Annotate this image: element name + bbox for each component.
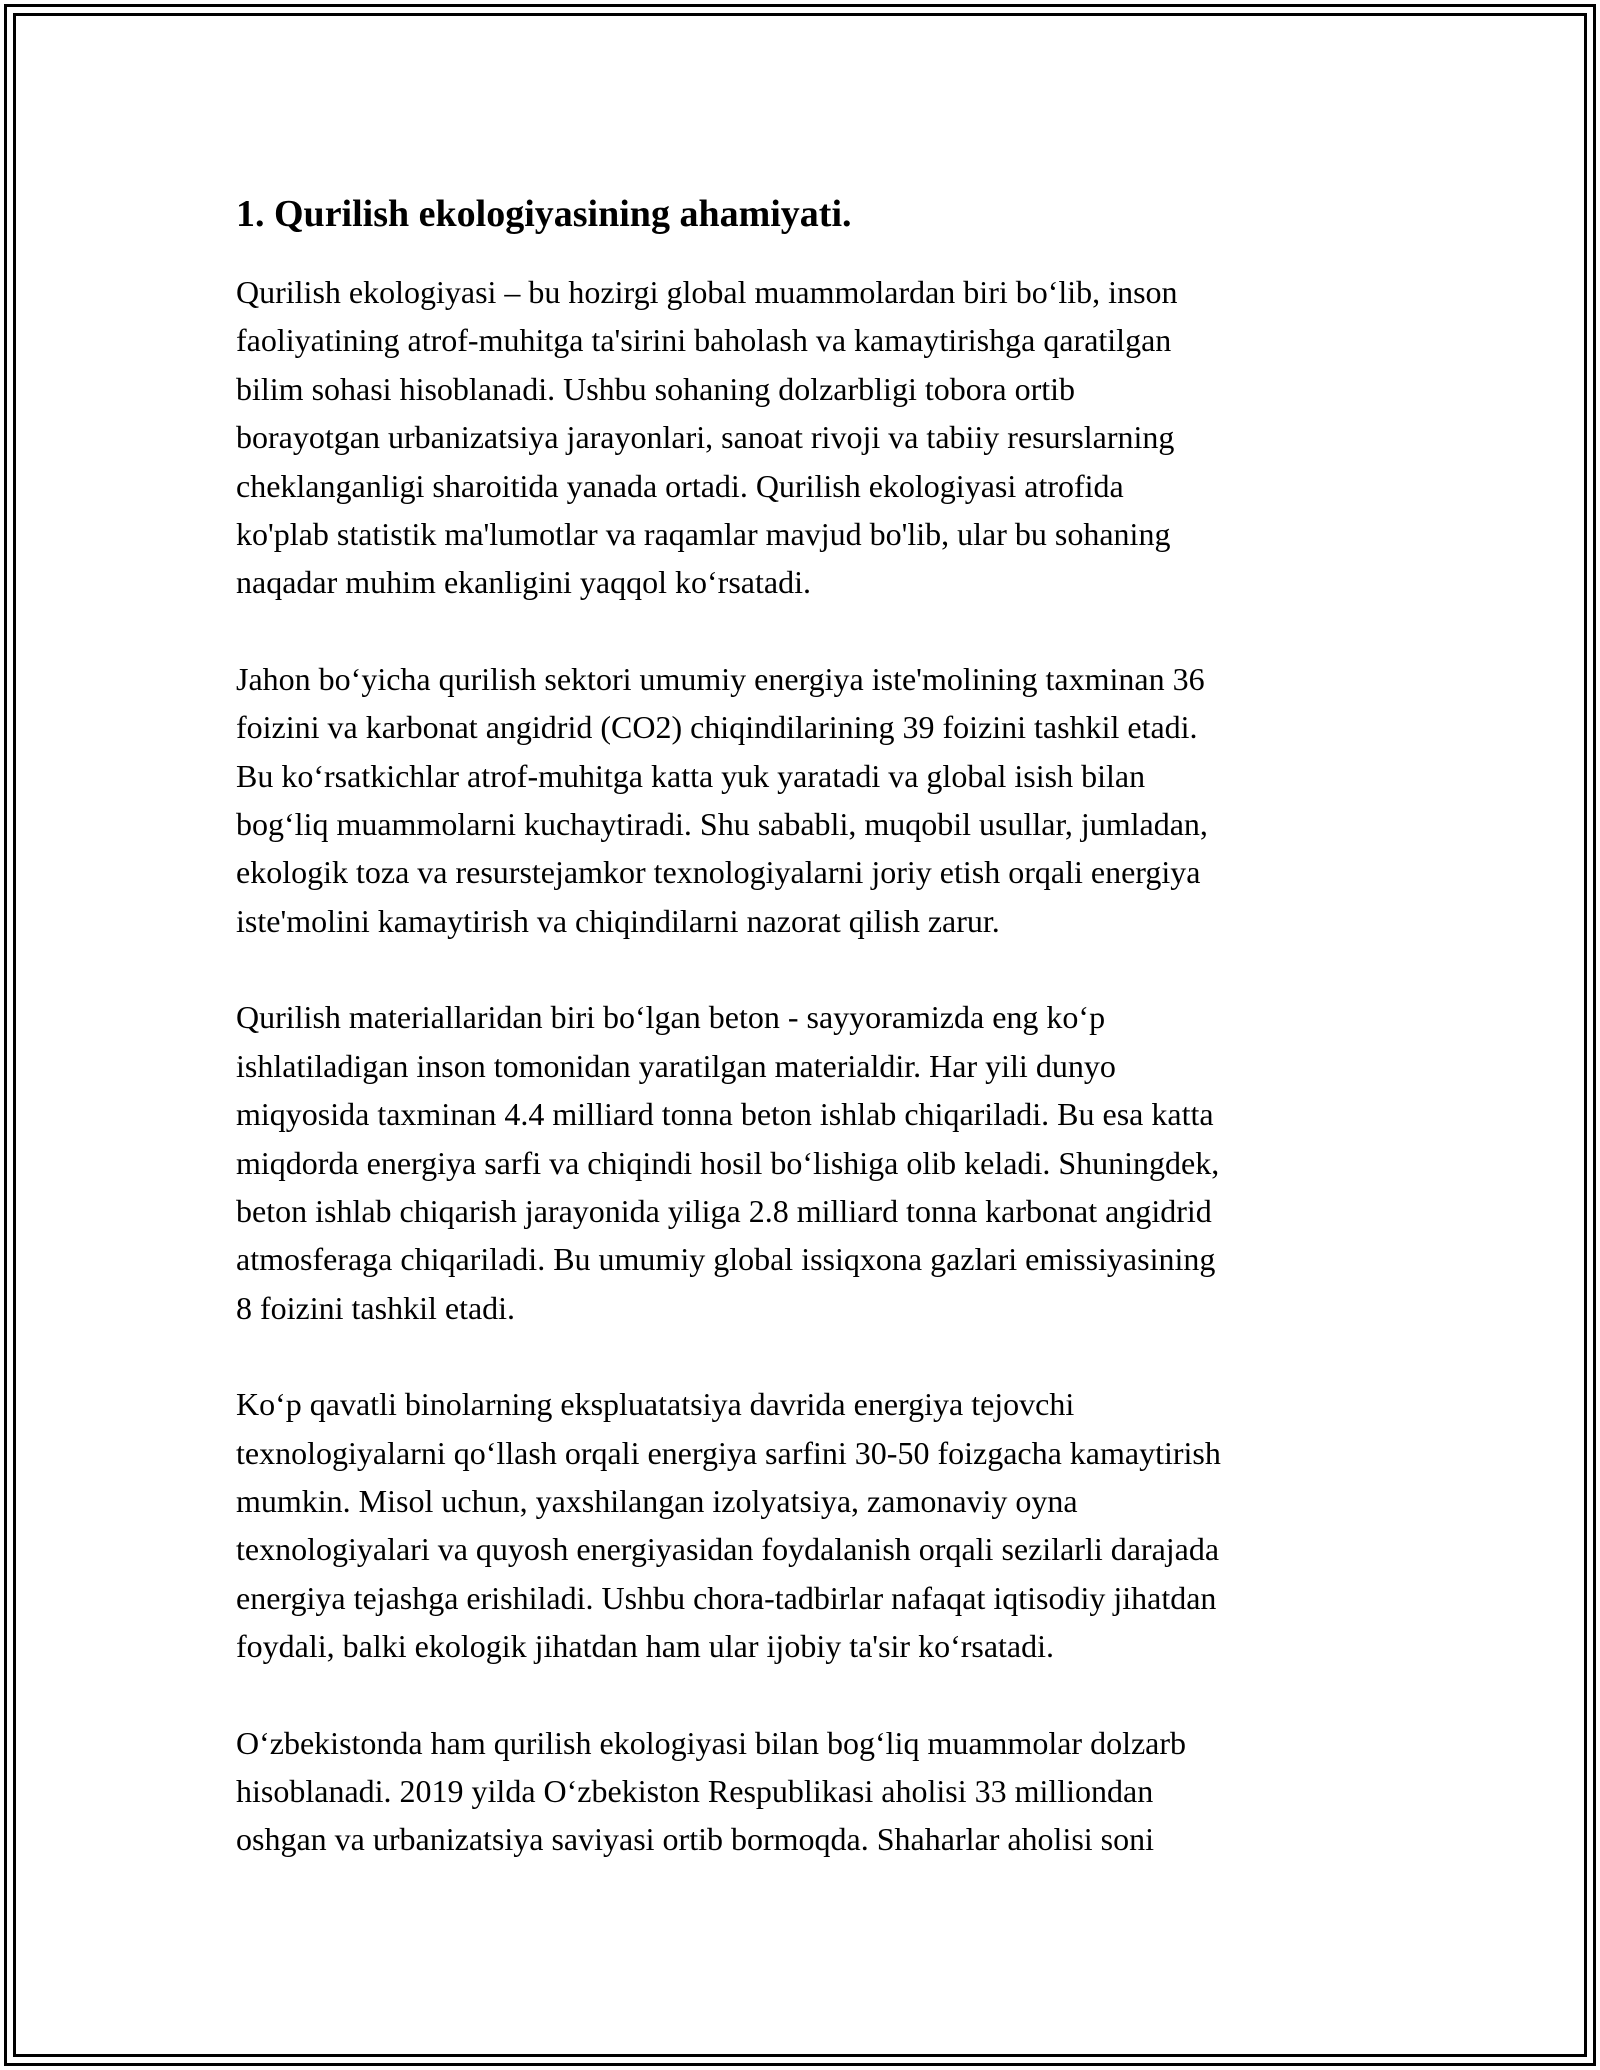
paragraph-intro: Qurilish ekologiyasi – bu hozirgi global muammolardan biri bo‘lib, inson faoliyatining atrof-muhitga ta'sirini baholash va kamaytirishga qaratilgan bilim sohasi hisoblanadi. Ushbu sohaning dolzarbligi tobora ortib borayotgan urbanizatsiya jarayonlari, sanoat rivoji va tabiiy resurslarning cheklanganligi sharoitida yanada ortadi. Qurilish ekologiyasi atrofida ko'plab statistik ma'lumotlar va raqamlar mavjud bo'lib, ular bu sohaning naqadar muhim ekanligini yaqqol ko‘rsatadi. — [236, 274, 1178, 601]
paragraph-uzbekistan: O‘zbekistonda ham qurilish ekologiyasi bilan bog‘liq muammolar dolzarb hisoblanadi. 2019 yilda O‘zbekiston Respublikasi aholisi 33 milliondan oshgan va urbanizatsiya saviyasi ortib bormoqda. Shaharlar aholisi soni — [236, 1724, 1187, 1858]
paragraph-energy-emissions: Jahon bo‘yicha qurilish sektori umumiy energiya iste'molining taxminan 36 foizini va karbonat angidrid (CO2) chiqindilarining 39 foizini tashkil etadi. Bu ko‘rsatkichlar atrof-muhitga katta yuk yaratadi va global isish bilan bog‘liq muammolarni kuchaytiradi. Shu sababli, muqobil usullar, jumladan, ekologik toza va resurstejamkor texnologiyalarni joriy etish orqali energiya iste'molini kamaytirish va chiqindilarni nazorat qilish zarur. — [236, 660, 1208, 939]
paragraph-energy-saving: Ko‘p qavatli binolarning ekspluatatsiya davrida energiya tejovchi texnologiyalarni qo‘llash orqali energiya sarfini 30-50 foizgacha kamaytirish mumkin. Misol uchun, yaxshilangan izolyatsiya, zamonaviy oyna texnologiyalari va quyosh energiyasidan foydalanish orqali sezilarli darajada energiya tejashga erishiladi. Ushbu chora-tadbirlar nafaqat iqtisodiy jihatdan foydali, balki ekologik jihatdan ham ular ijobiy ta'sir ko‘rsatadi. — [236, 1386, 1221, 1665]
section-heading: 1. Qurilish ekologiyasining ahamiyati. — [236, 193, 852, 235]
paragraph-concrete: Qurilish materiallaridan biri bo‘lgan beton - sayyoramizda eng ko‘p ishlatiladigan inson tomonidan yaratilgan materialdir. Har yili dunyo miqyosida taxminan 4.4 milliard tonna beton ishlab chiqariladi. Bu esa katta miqdorda energiya sarfi va chiqindi hosil bo‘lishiga olib keladi. Shuningdek, beton ishlab chiqarish jarayonida yiliga 2.8 milliard tonna karbonat angidrid atmosferaga chiqariladi. Bu umumiy global issiqxona gazlari emissiyasining 8 foizini tashkil etadi. — [236, 999, 1220, 1326]
document-body — [236, 186, 1376, 1864]
